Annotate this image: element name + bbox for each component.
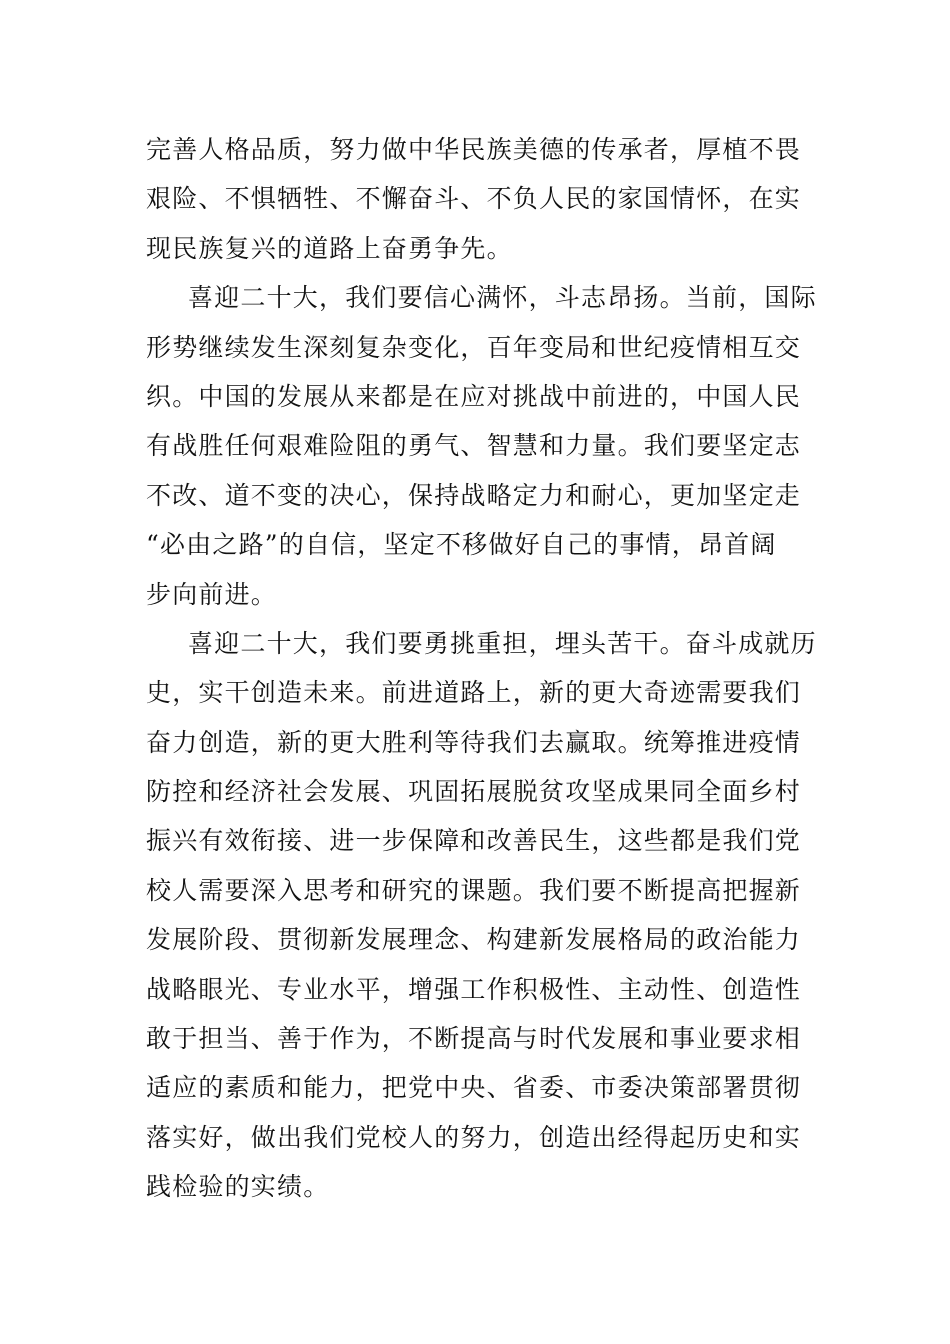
paragraph-2 (146, 273, 817, 619)
text-line: 适应的素质和能力，把党中央、省委、市委决策部署贯彻 (146, 1073, 802, 1103)
text-line: 敢于担当、善于作为，不断提高与时代发展和事业要求相 (146, 1024, 802, 1054)
text-line: 校人需要深入思考和研究的课题。我们要不断提高把握新 (146, 875, 802, 905)
paragraph-1 (146, 125, 808, 273)
text-line: “必由之路”的自信，坚定不移做好自己的事情，昂首阔 (146, 530, 777, 560)
text-line: 发展阶段、贯彻新发展理念、构建新发展格局的政治能力 (146, 925, 802, 955)
text-line: 落实好，做出我们党校人的努力，创造出经得起历史和实 (146, 1122, 802, 1152)
text-line: 形势继续发生深刻复杂变化，百年变局和世纪疫情相互交 (146, 332, 802, 362)
text-line: 战略眼光、专业水平，增强工作积极性、主动性、创造性 (146, 974, 802, 1004)
text-line: 振兴有效衔接、进一步保障和改善民生，这些都是我们党 (146, 826, 802, 856)
text-line: 践检验的实绩。 (146, 1172, 330, 1202)
text-line: 完善人格品质，努力做中华民族美德的传承者，厚植不畏 (146, 135, 802, 164)
text-line: 有战胜任何艰难险阻的勇气、智慧和力量。我们要坚定志 (146, 431, 802, 461)
text-line: 不改、道不变的决心，保持战略定力和耐心，更加坚定走 (146, 480, 802, 510)
text-line: 防控和经济社会发展、巩固拓展脱贫攻坚成果同全面乡村 (146, 777, 802, 807)
paragraph-3 (146, 619, 817, 1212)
text-line: 喜迎二十大，我们要勇挑重担，埋头苦干。奋斗成就历 (188, 628, 817, 658)
text-line: 步向前进。 (146, 579, 278, 609)
text-line: 喜迎二十大，我们要信心满怀，斗志昂扬。当前，国际 (188, 283, 817, 313)
text-line: 现民族复兴的道路上奋勇争先。 (146, 233, 513, 263)
text-line: 艰险、不惧牺牲、不懈奋斗、不负人民的家国情怀，在实 (146, 184, 802, 214)
text-line: 织。中国的发展从来都是在应对挑战中前进的，中国人民 (146, 381, 802, 411)
text-line: 史，实干创造未来。前进道路上，新的更大奇迹需要我们 (146, 678, 802, 708)
text-line: 奋力创造，新的更大胜利等待我们去赢取。统筹推进疫情 (146, 727, 802, 757)
document-body (146, 125, 817, 1212)
